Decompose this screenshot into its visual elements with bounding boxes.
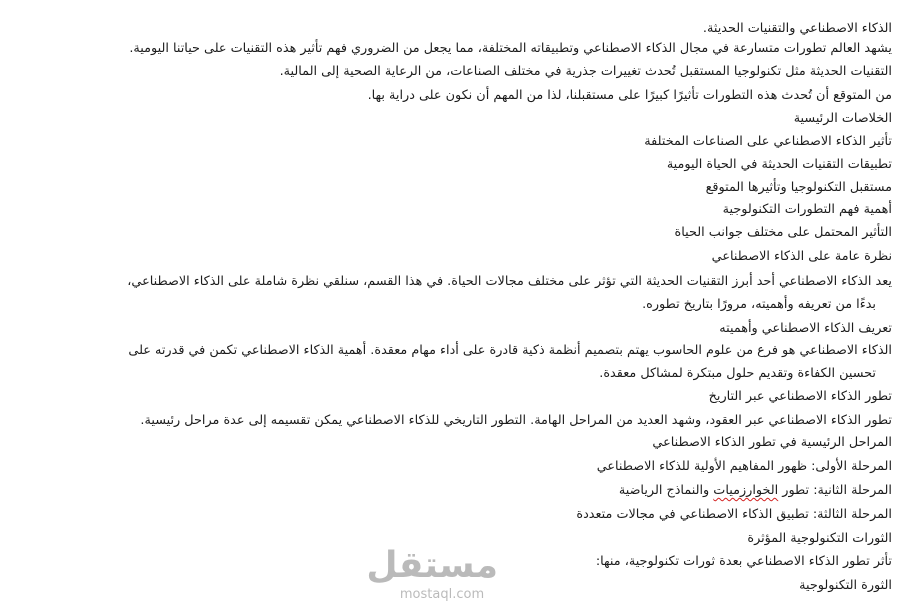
document-line: المرحلة الثالثة: تطبيق الذكاء الاصطناعي في مجالات متعددة [576, 507, 892, 522]
watermark-logo: مستقل [366, 545, 498, 586]
document-line: مستقبل التكنولوجيا وتأثيرها المتوقع [705, 180, 892, 195]
document-line: أهمية فهم التطورات التكنولوجية [722, 202, 892, 217]
document-line: من المتوقع أن تُحدث هذه التطورات تأثيرًا كبيرًا على مستقبلنا، لذا من المهم أن نكون على دراية بها. [367, 88, 892, 103]
document-line: نظرة عامة على الذكاء الاصطناعي [711, 249, 892, 264]
document-line: تطور الذكاء الاصطناعي عبر التاريخ [708, 389, 892, 404]
document-line: التقنيات الحديثة مثل تكنولوجيا المستقبل تُحدث تغييرات جذرية في مختلف الصناعات، من الرعاية الصحية إلى المالية. [279, 64, 892, 79]
document-line: الذكاء الاصطناعي والتقنيات الحديثة. [702, 21, 892, 36]
document-line: الذكاء الاصطناعي هو فرع من علوم الحاسوب يهتم بتصميم أنظمة ذكية قادرة على أداء مهام معقدة. أهمية الذكاء الاصطناعي تكمن في قدرته على [128, 343, 892, 358]
document-line: يشهد العالم تطورات متسارعة في مجال الذكاء الاصطناعي وتطبيقاته المختلفة، مما يجعل من الضروري فهم تأثير هذه التقنيات على حياتنا اليومية. [129, 41, 892, 56]
document-line: تأثير الذكاء الاصطناعي على الصناعات المختلفة [644, 134, 892, 149]
document-line: تطبيقات التقنيات الحديثة في الحياة اليومية [666, 157, 892, 172]
document-line: يعد الذكاء الاصطناعي أحد أبرز التقنيات الحديثة التي تؤثر على مختلف مجالات الحياة. في هذا القسم، سنلقي نظرة شاملة على الذكاء الاصطناعي، [127, 274, 892, 289]
document-line: تطور الذكاء الاصطناعي عبر العقود، وشهد العديد من المراحل الهامة. التطور التاريخي للذكاء الاصطناعي يمكن تقسيمه إلى عدة مراحل رئيسية. [140, 413, 892, 428]
mostaql-watermark [366, 545, 498, 607]
document-line: بدءًا من تعريفه وأهميته، مرورًا بتاريخ تطوره. [642, 297, 876, 312]
spellcheck-flagged-word[interactable]: الخوارزميات [713, 483, 779, 498]
watermark-domain: mostaql.com [399, 587, 485, 602]
document-line: الثورة التكنولوجية [799, 578, 892, 593]
document-line: المرحلة الثانية: تطور الخوارزميات والنماذج الرياضية [618, 483, 892, 498]
document-line: تعريف الذكاء الاصطناعي وأهميته [719, 321, 892, 336]
document-line: المرحلة الأولى: ظهور المفاهيم الأولية للذكاء الاصطناعي [596, 459, 892, 474]
document-line: المراحل الرئيسية في تطور الذكاء الاصطناعي [652, 435, 892, 450]
document-line: تأثر تطور الذكاء الاصطناعي بعدة ثورات تكنولوجية، منها: [595, 554, 892, 569]
document-line: الخلاصات الرئيسية [793, 111, 892, 126]
document-line: الثورات التكنولوجية المؤثرة [747, 531, 892, 546]
document-line: التأثير المحتمل على مختلف جوانب الحياة [674, 225, 892, 240]
document-line: تحسين الكفاءة وتقديم حلول مبتكرة لمشاكل معقدة. [599, 366, 876, 381]
